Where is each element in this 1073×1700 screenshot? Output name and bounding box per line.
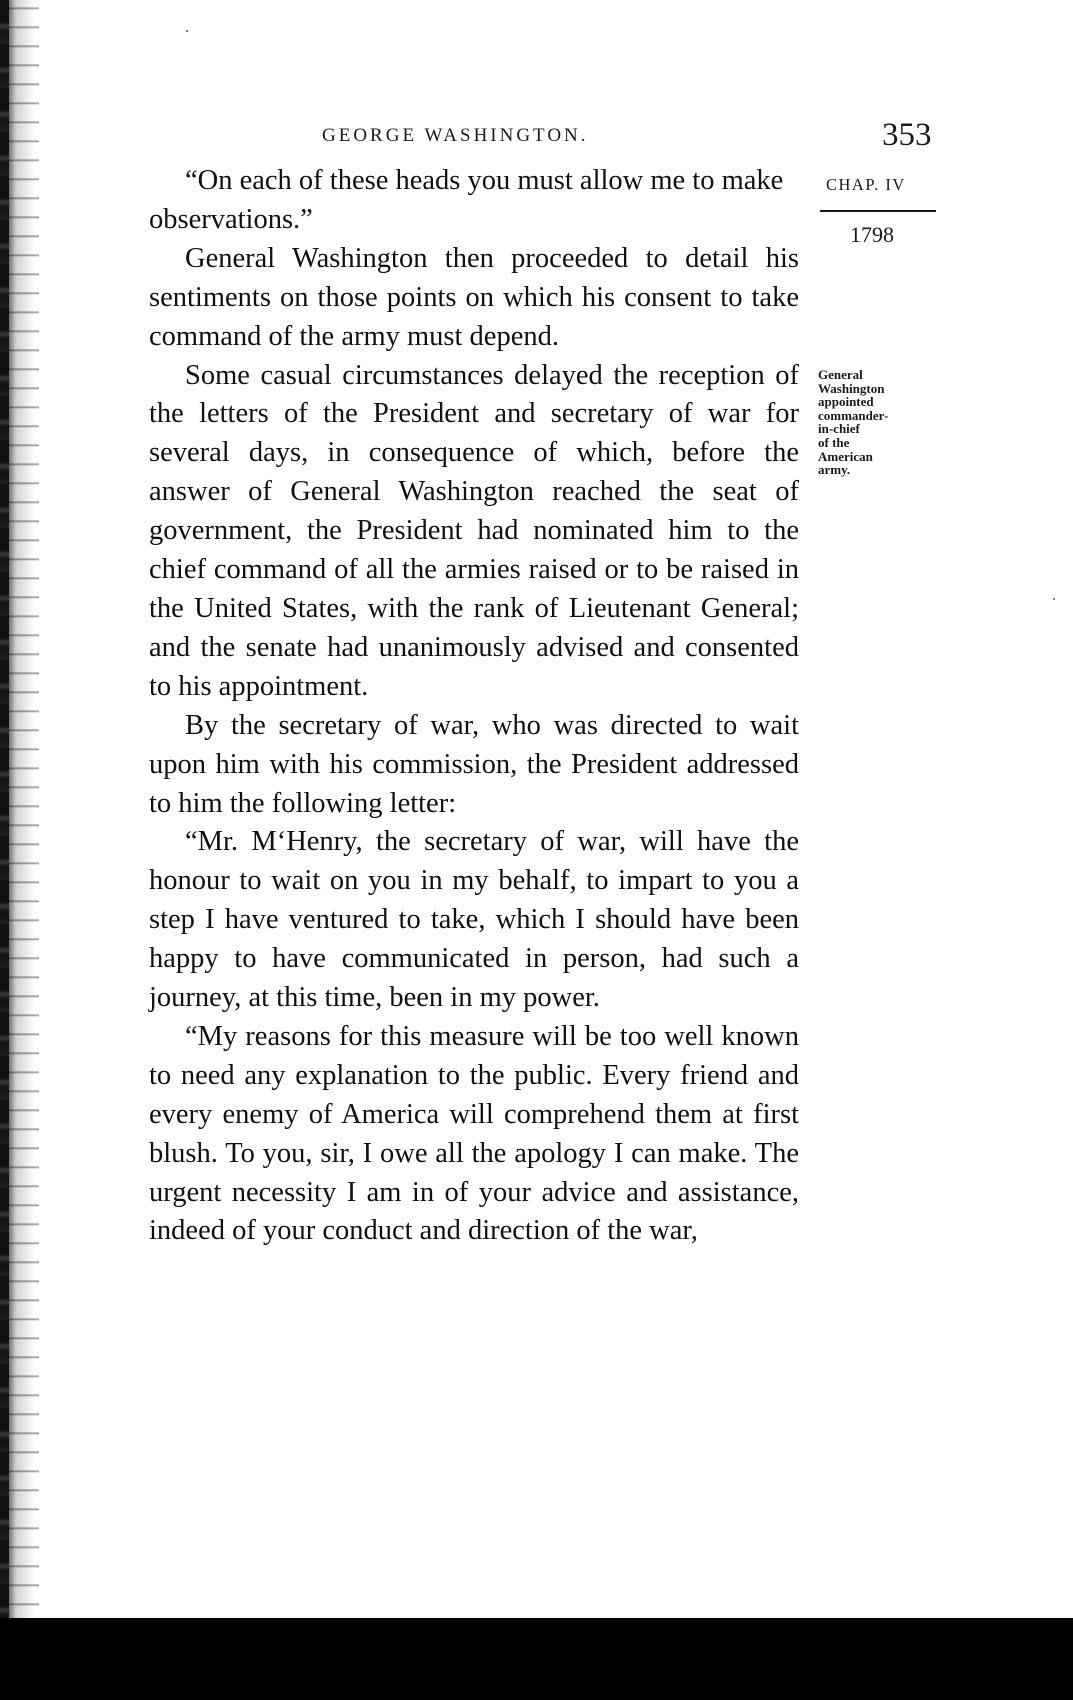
sidenote-line: army. [818, 462, 851, 478]
sidenote-line: commander- [818, 407, 889, 423]
body-text [149, 162, 799, 1251]
page-number: 353 [882, 117, 932, 153]
margin-sidenote [818, 368, 930, 477]
margin-rule [820, 210, 936, 212]
scan-speck [186, 30, 188, 32]
sidenote-line: in-chief [818, 421, 860, 437]
sidenote-line: appointed [818, 394, 874, 410]
paragraph: “Mr. M‘Henry, the secretary of war, will have the honour to wait on you in my behalf, to impart to you a step I have ventured to take, which I should have been happy to have communicated in person, had such a journey, at this time, been in my power. [149, 826, 799, 1014]
sidenote-line: of the [818, 434, 850, 450]
running-title: GEORGE WASHINGTON. [322, 125, 589, 146]
sidenote-line: General [818, 367, 863, 382]
paragraph: By the secretary of war, who was directed to wait upon him with his commission, the President addressed to him the following letter: [149, 709, 799, 819]
sidenote-line: Washington [818, 380, 885, 396]
spine-edge-texture [9, 0, 39, 1618]
book-spine-shadow [0, 0, 9, 1618]
paragraph: “On each of these heads you must allow me to make observations.” [149, 165, 784, 235]
margin-year: 1798 [850, 222, 894, 247]
paragraph: General Washington then proceeded to detail his sentiments on those points on which his consent to take command of the army must depend. [149, 242, 799, 352]
paragraph: Some casual circumstances delayed the reception of the letters of the President and secretary of war for several days, in consequence of which, before the answer of General Washington reached the seat of government, the President had nominated him to the chief command of all the armies raised or to be raised in the United States, with the rank of Lieutenant General; and the senate had unanimously advised and consented to his appointment. [149, 359, 799, 702]
chapter-label: CHAP. IV [826, 175, 906, 194]
paragraph: “My reasons for this measure will be too well known to need any explanation to the public. Every friend and every enemy of America will comprehend them at first blush. To you, sir, I owe all the apology I can make. The urgent necessity I am in of your advice and assistance, indeed of your conduct and direction of the war, [149, 1020, 799, 1247]
sidenote-line: American [818, 448, 873, 464]
scan-bottom-edge [0, 1618, 1073, 1700]
scan-speck [1053, 598, 1055, 600]
